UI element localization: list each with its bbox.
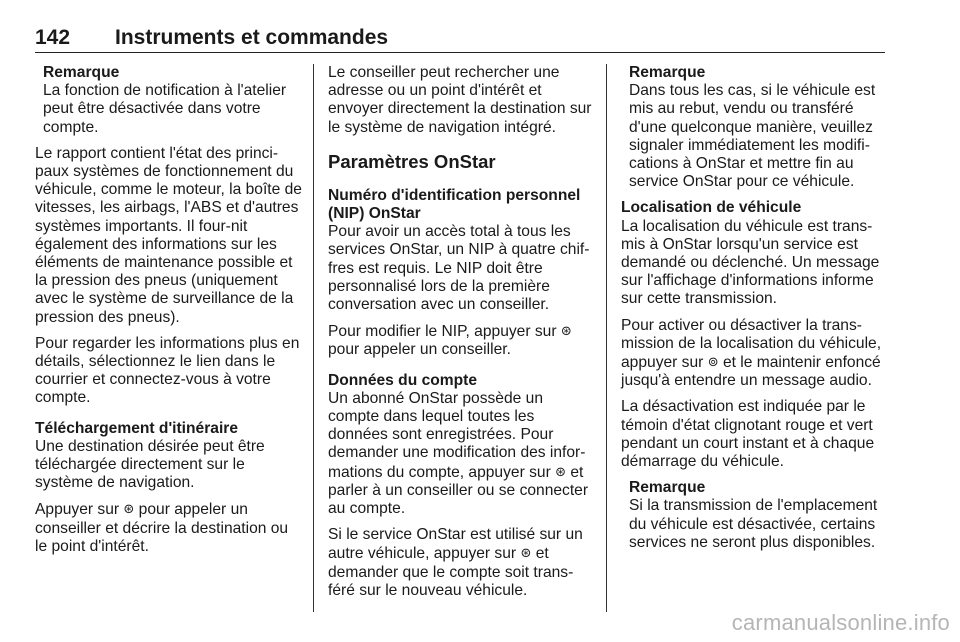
column-1	[35, 64, 303, 564]
note-box	[621, 479, 887, 552]
section-title: Instruments et commandes	[115, 26, 389, 49]
paragraph: Pour activer ou désactiver la trans-mission de la localisation du véhicule, appuyer sur ⊚ et le maintenir enfoncé jusqu'à entendre un message audio.	[621, 316, 882, 390]
note-box	[35, 64, 303, 137]
onstar-button-icon: ⊛	[520, 545, 532, 561]
note-box	[621, 64, 887, 191]
subheading: Localisation de véhicule	[621, 199, 802, 217]
subheading: Téléchargement d'itinéraire	[35, 419, 239, 437]
paragraph: Si le service OnStar est utilisé sur un autre véhicule, appuyer sur ⊛ et demander que le compte soit trans-féré sur le nouveau véhicule.	[328, 526, 583, 599]
subheading: Numéro d'identification personnel (NIP) OnStar	[328, 186, 581, 223]
onstar-button-icon: ⊛	[560, 323, 572, 339]
paragraph: Pour modifier le NIP, appuyer sur ⊛ pour appeler un conseiller.	[328, 323, 572, 359]
note-title: Remarque	[629, 479, 706, 497]
note-body: La fonction de notification à l'atelier peut être désactivée dans votre compte.	[43, 82, 287, 136]
section-heading: Paramètres OnStar	[328, 150, 496, 172]
subheading: Données du compte	[328, 371, 478, 389]
paragraph: La désactivation est indiquée par le témoin d'état clignotant rouge et vert pendant un court instant et à chaque démarrage du véhicule.	[621, 398, 875, 471]
paragraph: Un abonné OnStar possède un compte dans lequel toutes les données sont enregistrées. Pour demander une modification des infor-mations du compte, appuyer sur ⊛ et parler à un conseiller ou se connecter au compte.	[328, 389, 589, 518]
note-title: Remarque	[629, 64, 706, 81]
column-divider-2	[606, 64, 607, 612]
paragraph: La localisation du véhicule est trans-mis à OnStar lorsqu'un service est demandé ou déclenché. Un message sur l'affichage d'informations informe sur cette transmission.	[621, 217, 880, 308]
note-body: Dans tous les cas, si le véhicule est mis au rebut, vendu ou transféré d'une quelconque manière, veuillez signaler immédiatement les modifi-cations à OnStar et mettre fin au service OnStar pour ce véhicule.	[629, 82, 876, 191]
note-title: Remarque	[43, 64, 120, 81]
column-divider-1	[313, 64, 314, 612]
note-body: Si la transmission de l'emplacement du véhicule est désactivée, certains services ne seront plus disponibles.	[629, 497, 878, 551]
onstar-button-icon: ⊛	[123, 501, 135, 517]
paragraph: Appuyer sur ⊛ pour appeler un conseiller et décrire la destination ou le point d'intérêt.	[35, 501, 289, 555]
column-3	[621, 64, 887, 560]
watermark: carmanualsonline.info	[731, 610, 950, 635]
privacy-button-icon: ⊚	[707, 354, 719, 370]
paragraph: Pour regarder les informations plus en détails, sélectionnez le lien dans le courrier et connectez-vous à votre compte.	[35, 334, 300, 407]
page-header	[35, 26, 885, 52]
onstar-button-icon: ⊛	[555, 463, 567, 479]
paragraph: Pour avoir un accès total à tous les services OnStar, un NIP à quatre chif-fres est requis. Le NIP doit être personnalisé lors de la première conversation avec un conseiller.	[328, 223, 590, 314]
paragraph: Le rapport contient l'état des princi-paux systèmes de fonctionnement du véhicule, comme le moteur, la boîte de vitesses, les airbags, l'ABS et d'autres systèmes importants. Il four-nit également des informations sur les éléments de maintenance possible et la pression des pneus (uniquement avec le système de surveillance de la pression des pneus).	[35, 144, 302, 326]
header-divider	[35, 52, 885, 53]
column-2	[328, 64, 593, 608]
page-number: 142	[35, 26, 71, 49]
paragraph: Le conseiller peut rechercher une adresse ou un point d'intérêt et envoyer directement la destination sur le système de navigation intégré.	[328, 64, 592, 136]
paragraph: Une destination désirée peut être téléchargée directement sur le système de navigation.	[35, 437, 265, 492]
